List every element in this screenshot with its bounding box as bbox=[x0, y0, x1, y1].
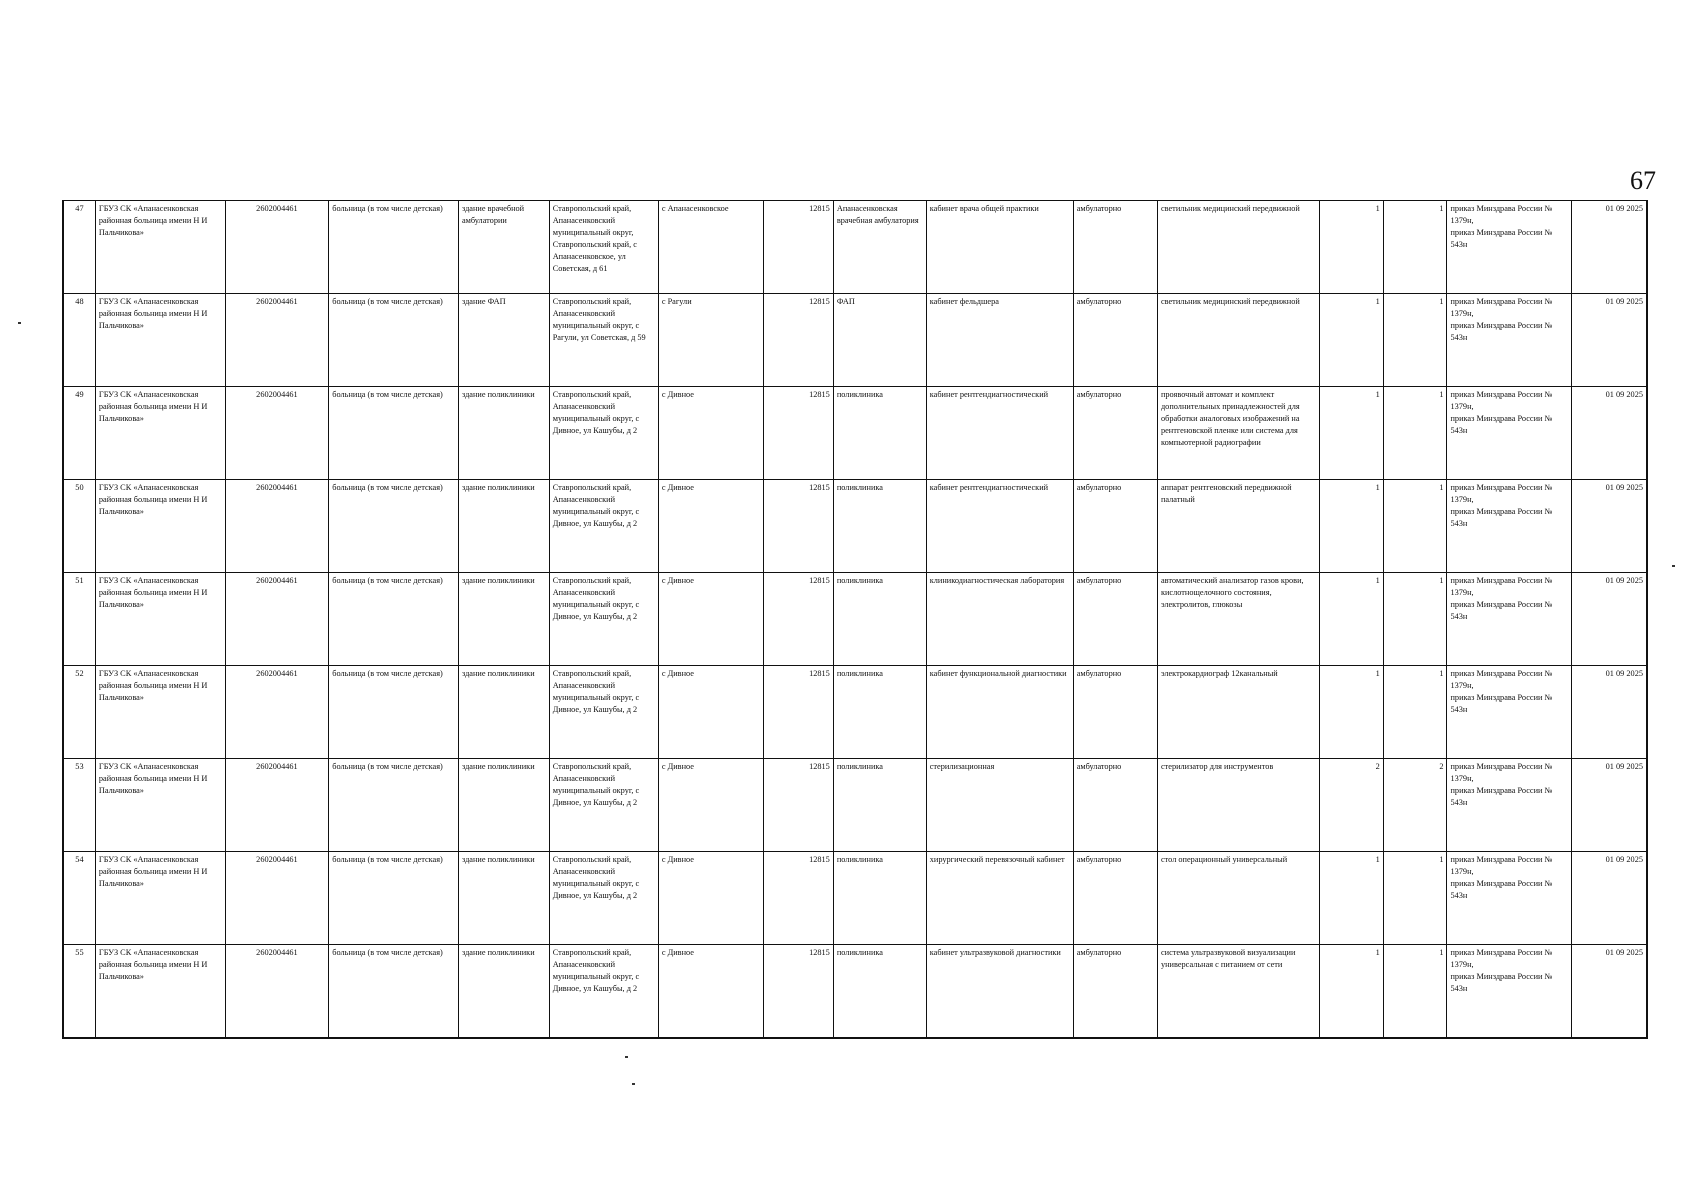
room-name: кабинет врача общей практики bbox=[926, 201, 1073, 294]
inn-code: 2602004461 bbox=[225, 759, 329, 852]
table-row bbox=[63, 945, 1647, 1039]
region-code: 12815 bbox=[763, 201, 833, 294]
unit-name: поликлиника bbox=[833, 852, 926, 945]
organization-name: ГБУЗ СК «Апанасенковская районная больница имени Н И Пальчикова» bbox=[95, 387, 225, 480]
settlement: с Дивное bbox=[658, 480, 763, 573]
row-number: 48 bbox=[63, 294, 95, 387]
equipment-name: стерилизатор для инструментов bbox=[1157, 759, 1319, 852]
address: Ставропольский край, Апанасенковский муниципальный округ, с Дивное, ул Кашубы, д 2 bbox=[549, 387, 658, 480]
facility-type: больница (в том числе детская) bbox=[329, 573, 459, 666]
region-code: 12815 bbox=[763, 294, 833, 387]
equipment-name: система ультразвуковой визуализации универсальная с питанием от сети bbox=[1157, 945, 1319, 1039]
equipment-name: аппарат рентгеновский передвижной палатный bbox=[1157, 480, 1319, 573]
settlement: с Апанасенковское bbox=[658, 201, 763, 294]
equipment-name: проявочный автомат и комплект дополнительных принадлежностей для обработки аналоговых изображений на рентгеновской пленке или система для компьютерной радиографии bbox=[1157, 387, 1319, 480]
settlement: с Дивное bbox=[658, 852, 763, 945]
equipment-table bbox=[62, 200, 1648, 1039]
row-number: 53 bbox=[63, 759, 95, 852]
facility-type: больница (в том числе детская) bbox=[329, 294, 459, 387]
settlement: с Рагули bbox=[658, 294, 763, 387]
facility-type: больница (в том числе детская) bbox=[329, 387, 459, 480]
unit-name: поликлиника bbox=[833, 945, 926, 1039]
table-row bbox=[63, 852, 1647, 945]
quantity-planned: 1 bbox=[1383, 387, 1447, 480]
facility-type: больница (в том числе детская) bbox=[329, 945, 459, 1039]
organization-name: ГБУЗ СК «Апанасенковская районная больница имени Н И Пальчикова» bbox=[95, 480, 225, 573]
region-code: 12815 bbox=[763, 666, 833, 759]
quantity-planned: 1 bbox=[1383, 945, 1447, 1039]
room-name: кабинет рентгендиагностический bbox=[926, 387, 1073, 480]
address: Ставропольский край, Апанасенковский муниципальный округ, с Рагули, ул Советская, д 59 bbox=[549, 294, 658, 387]
quantity-planned: 1 bbox=[1383, 852, 1447, 945]
legal-basis: приказ Минздрава России № 1379н, приказ Минздрава России № 543н bbox=[1447, 666, 1571, 759]
organization-name: ГБУЗ СК «Апанасенковская районная больница имени Н И Пальчикова» bbox=[95, 294, 225, 387]
organization-name: ГБУЗ СК «Апанасенковская районная больница имени Н И Пальчикова» bbox=[95, 666, 225, 759]
unit-name: поликлиника bbox=[833, 480, 926, 573]
care-mode: амбулаторно bbox=[1073, 759, 1157, 852]
address: Ставропольский край, Апанасенковский муниципальный округ, с Дивное, ул Кашубы, д 2 bbox=[549, 852, 658, 945]
care-mode: амбулаторно bbox=[1073, 387, 1157, 480]
date: 01 09 2025 bbox=[1571, 945, 1647, 1039]
quantity-required: 1 bbox=[1320, 666, 1384, 759]
room-name: хирургический перевязочный кабинет bbox=[926, 852, 1073, 945]
settlement: с Дивное bbox=[658, 387, 763, 480]
scan-speck bbox=[632, 1083, 635, 1085]
date: 01 09 2025 bbox=[1571, 666, 1647, 759]
facility-type: больница (в том числе детская) bbox=[329, 852, 459, 945]
quantity-planned: 1 bbox=[1383, 480, 1447, 573]
table-row bbox=[63, 480, 1647, 573]
unit-name: поликлиника bbox=[833, 759, 926, 852]
address: Ставропольский край, Апанасенковский муниципальный округ, с Дивное, ул Кашубы, д 2 bbox=[549, 666, 658, 759]
region-code: 12815 bbox=[763, 480, 833, 573]
date: 01 09 2025 bbox=[1571, 387, 1647, 480]
equipment-name: светильник медицинский передвижной bbox=[1157, 294, 1319, 387]
row-number: 54 bbox=[63, 852, 95, 945]
settlement: с Дивное bbox=[658, 573, 763, 666]
inn-code: 2602004461 bbox=[225, 852, 329, 945]
table-row bbox=[63, 387, 1647, 480]
inn-code: 2602004461 bbox=[225, 387, 329, 480]
organization-name: ГБУЗ СК «Апанасенковская районная больница имени Н И Пальчикова» bbox=[95, 573, 225, 666]
care-mode: амбулаторно bbox=[1073, 666, 1157, 759]
inn-code: 2602004461 bbox=[225, 294, 329, 387]
equipment-name: стол операционный универсальный bbox=[1157, 852, 1319, 945]
room-name: кабинет ультразвуковой диагностики bbox=[926, 945, 1073, 1039]
facility-type: больница (в том числе детская) bbox=[329, 201, 459, 294]
organization-name: ГБУЗ СК «Апанасенковская районная больница имени Н И Пальчикова» bbox=[95, 201, 225, 294]
region-code: 12815 bbox=[763, 759, 833, 852]
row-number: 51 bbox=[63, 573, 95, 666]
legal-basis: приказ Минздрава России № 1379н, приказ Минздрава России № 543н bbox=[1447, 945, 1571, 1039]
unit-name: Апанасенковская врачебная амбулатория bbox=[833, 201, 926, 294]
inn-code: 2602004461 bbox=[225, 573, 329, 666]
inn-code: 2602004461 bbox=[225, 945, 329, 1039]
table-row bbox=[63, 294, 1647, 387]
address: Ставропольский край, Апанасенковский муниципальный округ, с Дивное, ул Кашубы, д 2 bbox=[549, 480, 658, 573]
legal-basis: приказ Минздрава России № 1379н, приказ Минздрава России № 543н bbox=[1447, 759, 1571, 852]
building-name: здание поликлиники bbox=[458, 852, 549, 945]
inn-code: 2602004461 bbox=[225, 480, 329, 573]
facility-type: больница (в том числе детская) bbox=[329, 480, 459, 573]
inn-code: 2602004461 bbox=[225, 666, 329, 759]
address: Ставропольский край, Апанасенковский муниципальный округ, с Дивное, ул Кашубы, д 2 bbox=[549, 945, 658, 1039]
date: 01 09 2025 bbox=[1571, 573, 1647, 666]
row-number: 47 bbox=[63, 201, 95, 294]
care-mode: амбулаторно bbox=[1073, 852, 1157, 945]
quantity-planned: 1 bbox=[1383, 294, 1447, 387]
organization-name: ГБУЗ СК «Апанасенковская районная больница имени Н И Пальчикова» bbox=[95, 945, 225, 1039]
care-mode: амбулаторно bbox=[1073, 201, 1157, 294]
row-number: 49 bbox=[63, 387, 95, 480]
room-name: кабинет рентгендиагностический bbox=[926, 480, 1073, 573]
quantity-required: 1 bbox=[1320, 201, 1384, 294]
page-number: 67 bbox=[1630, 166, 1656, 195]
quantity-required: 1 bbox=[1320, 945, 1384, 1039]
room-name: клиникодиагностическая лаборатория bbox=[926, 573, 1073, 666]
row-number: 52 bbox=[63, 666, 95, 759]
region-code: 12815 bbox=[763, 852, 833, 945]
quantity-planned: 1 bbox=[1383, 201, 1447, 294]
settlement: с Дивное bbox=[658, 666, 763, 759]
address: Ставропольский край, Апанасенковский муниципальный округ, Ставропольский край, с Апанасенковское, ул Советская, д 61 bbox=[549, 201, 658, 294]
legal-basis: приказ Минздрава России № 1379н, приказ Минздрава России № 543н bbox=[1447, 480, 1571, 573]
quantity-required: 1 bbox=[1320, 480, 1384, 573]
equipment-name: автоматический анализатор газов крови, кислотнощелочного состояния, электролитов, глюкозы bbox=[1157, 573, 1319, 666]
settlement: с Дивное bbox=[658, 945, 763, 1039]
scan-speck bbox=[625, 1056, 628, 1058]
table-row bbox=[63, 666, 1647, 759]
room-name: стерилизационная bbox=[926, 759, 1073, 852]
building-name: здание поликлиники bbox=[458, 387, 549, 480]
legal-basis: приказ Минздрава России № 1379н, приказ Минздрава России № 543н bbox=[1447, 387, 1571, 480]
care-mode: амбулаторно bbox=[1073, 480, 1157, 573]
organization-name: ГБУЗ СК «Апанасенковская районная больница имени Н И Пальчикова» bbox=[95, 852, 225, 945]
scan-speck bbox=[18, 322, 21, 324]
quantity-planned: 1 bbox=[1383, 666, 1447, 759]
quantity-required: 1 bbox=[1320, 573, 1384, 666]
equipment-name: светильник медицинский передвижной bbox=[1157, 201, 1319, 294]
facility-type: больница (в том числе детская) bbox=[329, 759, 459, 852]
table-row bbox=[63, 759, 1647, 852]
address: Ставропольский край, Апанасенковский муниципальный округ, с Дивное, ул Кашубы, д 2 bbox=[549, 573, 658, 666]
legal-basis: приказ Минздрава России № 1379н, приказ Минздрава России № 543н bbox=[1447, 294, 1571, 387]
settlement: с Дивное bbox=[658, 759, 763, 852]
unit-name: поликлиника bbox=[833, 666, 926, 759]
row-number: 50 bbox=[63, 480, 95, 573]
address: Ставропольский край, Апанасенковский муниципальный округ, с Дивное, ул Кашубы, д 2 bbox=[549, 759, 658, 852]
table-row bbox=[63, 201, 1647, 294]
date: 01 09 2025 bbox=[1571, 852, 1647, 945]
building-name: здание поликлиники bbox=[458, 759, 549, 852]
date: 01 09 2025 bbox=[1571, 480, 1647, 573]
unit-name: ФАП bbox=[833, 294, 926, 387]
quantity-planned: 2 bbox=[1383, 759, 1447, 852]
quantity-required: 1 bbox=[1320, 852, 1384, 945]
building-name: здание поликлиники bbox=[458, 480, 549, 573]
table-row bbox=[63, 573, 1647, 666]
unit-name: поликлиника bbox=[833, 387, 926, 480]
building-name: здание врачебной амбулатории bbox=[458, 201, 549, 294]
unit-name: поликлиника bbox=[833, 573, 926, 666]
quantity-required: 1 bbox=[1320, 294, 1384, 387]
region-code: 12815 bbox=[763, 945, 833, 1039]
building-name: здание поликлиники bbox=[458, 945, 549, 1039]
room-name: кабинет функциональной диагностики bbox=[926, 666, 1073, 759]
legal-basis: приказ Минздрава России № 1379н, приказ Минздрава России № 543н bbox=[1447, 573, 1571, 666]
building-name: здание ФАП bbox=[458, 294, 549, 387]
facility-type: больница (в том числе детская) bbox=[329, 666, 459, 759]
region-code: 12815 bbox=[763, 387, 833, 480]
building-name: здание поликлиники bbox=[458, 573, 549, 666]
building-name: здание поликлиники bbox=[458, 666, 549, 759]
equipment-name: электрокардиограф 12канальный bbox=[1157, 666, 1319, 759]
care-mode: амбулаторно bbox=[1073, 294, 1157, 387]
legal-basis: приказ Минздрава России № 1379н, приказ Минздрава России № 543н bbox=[1447, 852, 1571, 945]
date: 01 09 2025 bbox=[1571, 294, 1647, 387]
date: 01 09 2025 bbox=[1571, 759, 1647, 852]
region-code: 12815 bbox=[763, 573, 833, 666]
room-name: кабинет фельдшера bbox=[926, 294, 1073, 387]
care-mode: амбулаторно bbox=[1073, 573, 1157, 666]
row-number: 55 bbox=[63, 945, 95, 1039]
legal-basis: приказ Минздрава России № 1379н, приказ Минздрава России № 543н bbox=[1447, 201, 1571, 294]
organization-name: ГБУЗ СК «Апанасенковская районная больница имени Н И Пальчикова» bbox=[95, 759, 225, 852]
quantity-planned: 1 bbox=[1383, 573, 1447, 666]
quantity-required: 2 bbox=[1320, 759, 1384, 852]
quantity-required: 1 bbox=[1320, 387, 1384, 480]
inn-code: 2602004461 bbox=[225, 201, 329, 294]
date: 01 09 2025 bbox=[1571, 201, 1647, 294]
scan-speck bbox=[1672, 565, 1675, 567]
care-mode: амбулаторно bbox=[1073, 945, 1157, 1039]
